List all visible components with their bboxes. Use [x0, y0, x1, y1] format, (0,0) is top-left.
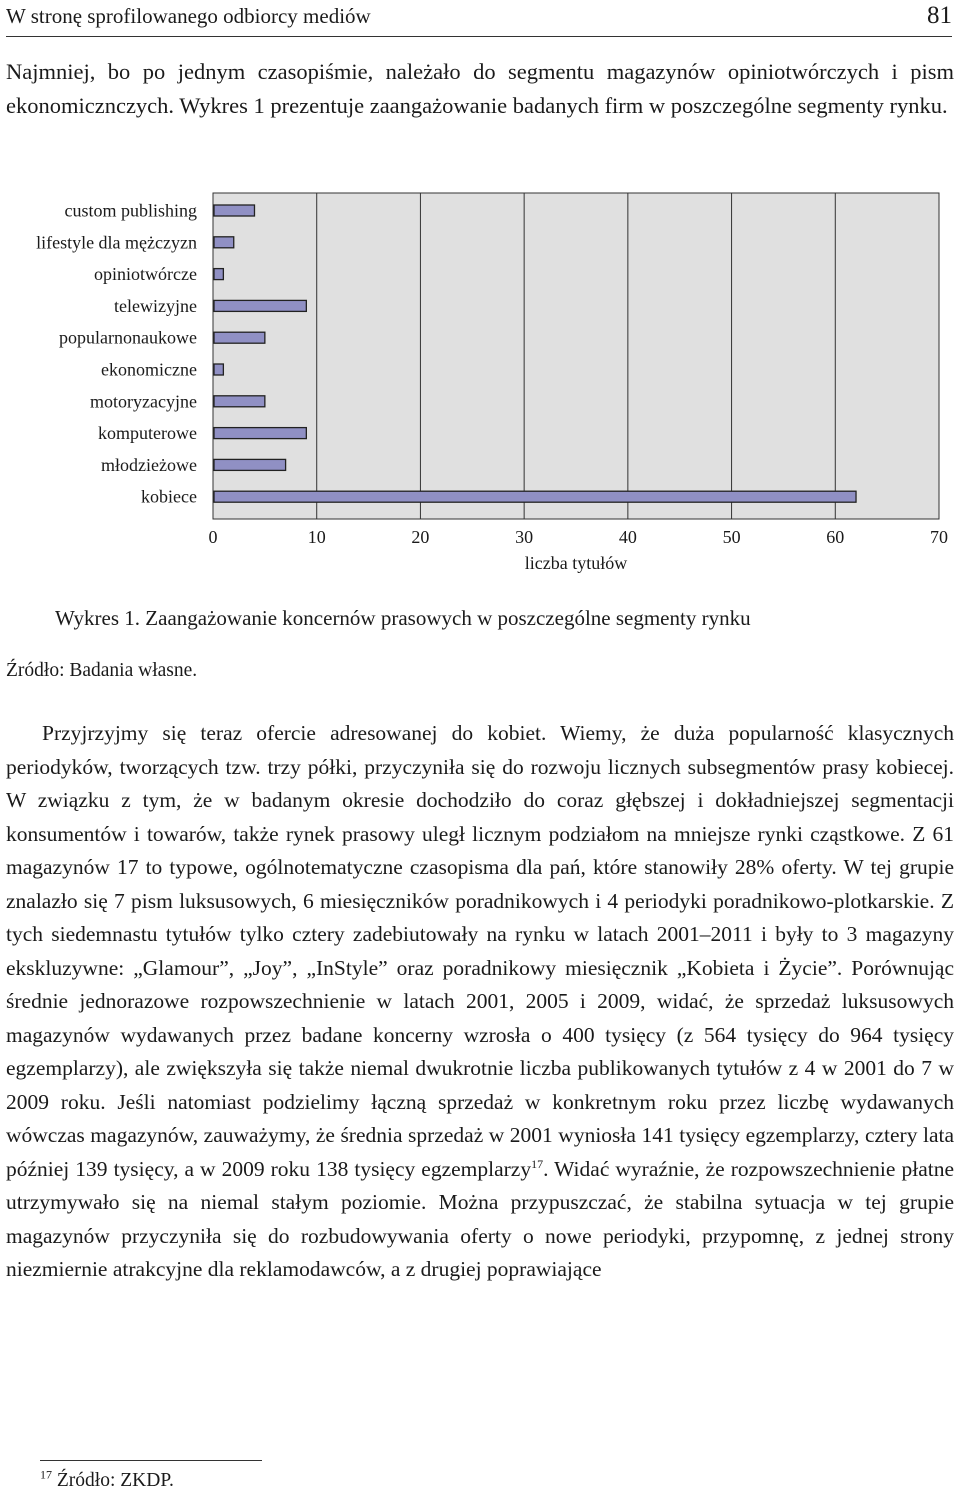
- x-tick-label: 40: [618, 527, 637, 547]
- bar: [214, 332, 265, 343]
- category-labels: [36, 201, 197, 507]
- x-tick-labels: [209, 527, 949, 547]
- category-label: ekonomiczne: [101, 359, 197, 380]
- x-tick-label: 10: [307, 527, 326, 547]
- segment-bar-chart: [0, 185, 960, 585]
- category-label: lifestyle dla mężczyzn: [36, 232, 197, 253]
- x-tick-label: 50: [722, 527, 741, 547]
- bar: [214, 237, 234, 248]
- footnote-reference[interactable]: 17: [531, 1156, 544, 1171]
- x-axis-label: liczba tytułów: [524, 553, 628, 573]
- category-label: motoryzacyjne: [90, 391, 197, 412]
- bar: [214, 491, 856, 502]
- page-header: [6, 0, 952, 37]
- intro-paragraph: Najmniej, bo po jednym czasopiśmie, należało do segmentu magazynów opiniotwórczych i pism ekonomicznczych. Wykres 1 prezentuje zaangażowanie badanych firm w poszczególne segmenty rynku.: [6, 59, 954, 118]
- footnote-text: Źródło: ZKDP.: [56, 1470, 174, 1491]
- main-text-part-2: . Widać wyraźnie, że rozpowszechnienie płatne utrzymywało się na niemal stałym poziomie. Można przypuszczać, że stabilna sytuacja w tej grupie magazynów przyczyniła się do rozbudowywania oferty o nowe periodyki, przypomnę, z jednej strony niezmiernie atrakcyjne dla reklamodawców, a z drugiej poprawiające: [6, 1156, 955, 1281]
- category-label: custom publishing: [64, 200, 197, 221]
- category-label: telewizyjne: [114, 295, 197, 316]
- bar: [214, 300, 306, 311]
- category-label: komputerowe: [98, 423, 197, 444]
- x-tick-label: 20: [411, 527, 430, 547]
- running-title: W stronę sprofilowanego odbiorcy mediów: [6, 4, 371, 28]
- footnote-divider: [40, 1460, 262, 1461]
- category-label: opiniotwórcze: [94, 264, 197, 285]
- page-number: 81: [927, 2, 952, 29]
- x-tick-label: 70: [930, 527, 948, 547]
- figure-caption: Wykres 1. Zaangażowanie koncernów prasowych w poszczególne segmenty rynku: [55, 606, 751, 630]
- x-tick-label: 0: [208, 527, 218, 547]
- bar: [214, 459, 286, 470]
- main-paragraph: [6, 717, 954, 1287]
- bar: [214, 269, 223, 280]
- x-tick-label: 30: [515, 527, 534, 547]
- bar: [214, 396, 265, 407]
- bar: [214, 364, 223, 375]
- category-label: popularnonaukowe: [59, 327, 197, 348]
- category-label: kobiece: [141, 486, 197, 507]
- footnote-number: 17: [40, 1467, 52, 1482]
- plot-area: [213, 193, 939, 519]
- footnote: [40, 1467, 174, 1492]
- x-tick-label: 60: [826, 527, 845, 547]
- bar: [214, 428, 306, 439]
- main-text-part-1: Przyjrzyjmy się teraz ofercie adresowanej do kobiet. Wiemy, że duża popularność klasycznych periodyków, tworzących tzw. trzy półki, przyczyniła się do rozwoju licznych subsegmentów prasy kobiecej. W związku z tym, że w badanym okresie dochodziło do coraz głębszej i dokładniejszej segmentacji konsumentów i towarów, także rynek prasowy uległ licznym podziałom na mniejsze rynki cząstkowe. Z 61 magazynów 17 to typowe, ogólnotematyczne czasopisma dla pań, które stanowiły 28% oferty. W tej grupie znalazło się 7 pism luksusowych, 6 miesięczników poradnikowych i 4 periodyki poradnikowo-plotkarskie. Z tych siedemnastu tytułów tylko cztery zadebiutowały na rynku w latach 2001–2011 i były to 3 magazyny ekskluzywne: „Glamour”, „Joy”, „InStyle” oraz poradnikowy miesięcznik „Kobieta i Życie”. Porównując średnie jednorazowe rozpowszechnienie w latach 2001, 2005 i 2009, widać, że sprzedaż luksusowych magazynów wydawanych przez badane koncerny wzrosła o 400 tysięcy (z 564 tysięcy do 964 tysięcy egzemplarzy), ale zwiększyła się także niemal dwukrotnie liczba publikowanych tytułów z 4 w 2001 do 7 w 2009 roku. Jeśli natomiast podzielimy łączną sprzedaż w konkretnym roku przez liczbę wydawanych wówczas magazynów, zauważymy, że średnia sprzedaż w 2001 wyniosła 141 tysięcy egzemplarzy, cztery lata później 139 tysięcy, a w 2009 roku 138 tysięcy egzemplarzy: [6, 721, 954, 1181]
- figure-source: Źródło: Badania własne.: [6, 660, 198, 681]
- bar: [214, 205, 254, 216]
- category-label: młodzieżowe: [101, 454, 197, 475]
